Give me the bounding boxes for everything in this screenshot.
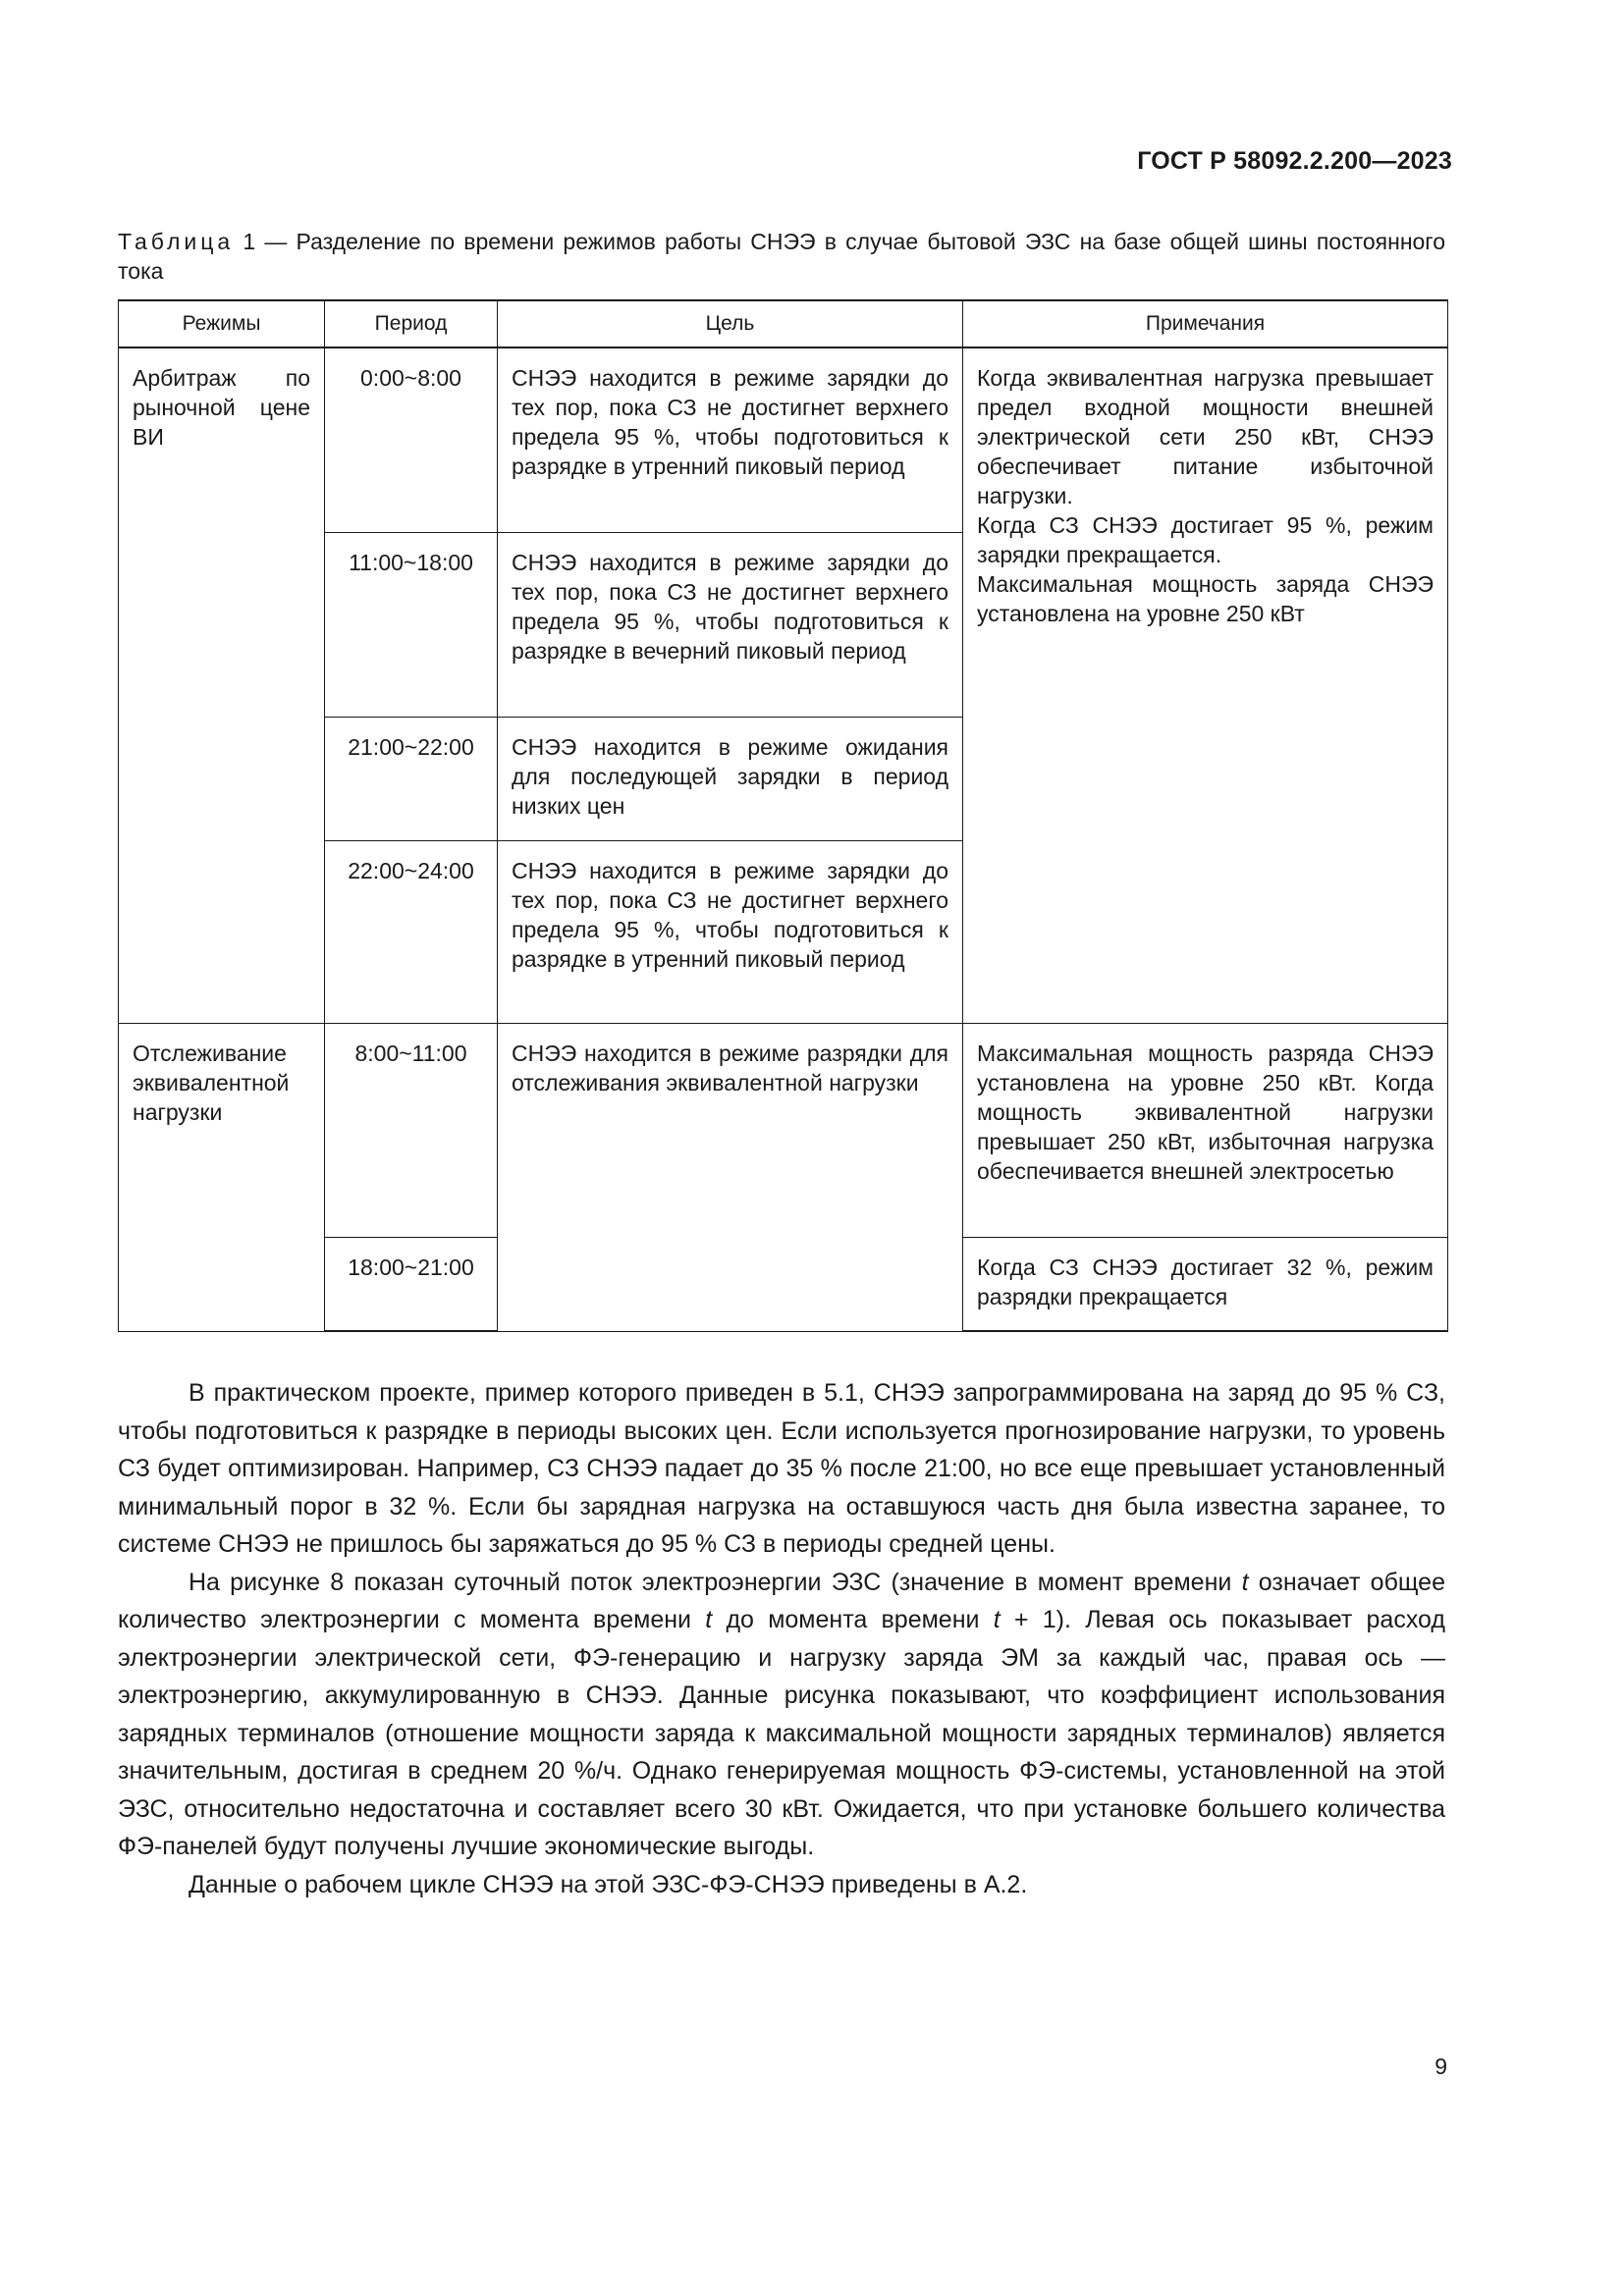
note-arbitrage-line1: Когда эквивалентная нагрузка превышает предел входной мощности внешней электрической сети 250 кВт, СНЭЭ обеспечивает питание избыточной нагрузки.	[977, 365, 1434, 508]
period-cell: 0:00~8:00	[325, 347, 498, 532]
note-cell: Когда СЗ СНЭЭ достигает 32 %, режим разрядки прекращается	[963, 1237, 1448, 1331]
mode-arbitrage: Арбитраж по рыночной цене ВИ	[119, 347, 325, 1023]
header-notes: Примечания	[963, 300, 1448, 347]
header-goal: Цель	[498, 300, 963, 347]
period-cell: 21:00~22:00	[325, 717, 498, 840]
period-cell: 8:00~11:00	[325, 1023, 498, 1237]
table-row	[119, 347, 1448, 532]
paragraph-1: В практическом проекте, пример которого приведен в 5.1, СНЭЭ запрограммирована на заряд до 95 % СЗ, чтобы подготовиться к разрядке в периоды высоких цен. Если используется прогнозирование нагрузки, то уровень СЗ будет оптимизирован. Например, СЗ СНЭЭ падает до 35 % после 21:00, но все еще превышает установленный минимальный порог в 32 %. Если бы зарядная нагрузка на оставшуюся часть дня была известна заранее, то системе СНЭЭ не пришлось бы заряжаться до 95 % СЗ в периоды средней цены.	[118, 1379, 1445, 1558]
paragraph-2: На рисунке 8 показан суточный поток электроэнергии ЭЗС (значение в момент времени t означает общее количество электроэнергии с момента времени t до момента времени t + 1). Левая ось показывает расход электроэнергии электрической сети, ФЭ-генерацию и нагрузку заряда ЭМ за каждый час, правая ось — электроэнергию, аккумулированную в СНЭЭ. Данные рисунка показывают, что коэффициент использования зарядных терминалов (отношение мощности заряда к максимальной мощности зарядных терминалов) является значительным, достигая в среднем 20 %/ч. Однако генерируемая мощность ФЭ-системы, установленной на этой ЭЗС, относительно недостаточна и составляет всего 30 кВт. Ожидается, что при установке большего количества ФЭ-панелей будут получены лучшие экономические выгоды.	[118, 1568, 1445, 1860]
note-arbitrage	[963, 347, 1448, 1023]
table-caption	[118, 227, 1445, 286]
note-cell: Максимальная мощность разряда СНЭЭ установлена на уровне 250 кВт. Когда мощность эквивалентной нагрузки превышает 250 кВт, избыточная нагрузка обеспечивается внешней электросетью	[963, 1023, 1448, 1237]
table-row	[119, 1023, 1448, 1237]
period-cell: 11:00~18:00	[325, 532, 498, 717]
table-caption-text: 1 — Разделение по времени режимов работы СНЭЭ в случае бытовой ЭЗС на базе общей шины постоянного тока	[118, 229, 1445, 284]
period-cell: 18:00~21:00	[325, 1237, 498, 1331]
modes-table	[118, 299, 1448, 1332]
table-header-row	[119, 300, 1448, 347]
goal-cell: СНЭЭ находится в режиме ожидания для последующей зарядки в период низких цен	[498, 717, 963, 840]
goal-cell: СНЭЭ находится в режиме зарядки до тех пор, пока СЗ не достигнет верхнего предела 95 %, чтобы подготовиться к разрядке в вечерний пиковый период	[498, 532, 963, 717]
paragraph-3: Данные о рабочем цикле СНЭЭ на этой ЭЗС-ФЭ-СНЭЭ приведены в А.2.	[189, 1870, 1028, 1898]
mode-load-tracking: Отслеживание эквивалентной нагрузки	[119, 1023, 325, 1331]
note-arbitrage-line2: Когда СЗ СНЭЭ достигает 95 %, режим зарядки прекращается.	[977, 512, 1434, 567]
body-text	[118, 1374, 1445, 1903]
goal-cell: СНЭЭ находится в режиме зарядки до тех пор, пока СЗ не достигнет верхнего предела 95 %, чтобы подготовиться к разрядке в утренний пиковый период	[498, 840, 963, 1023]
period-cell: 22:00~24:00	[325, 840, 498, 1023]
header-modes: Режимы	[119, 300, 325, 347]
goal-cell: СНЭЭ находится в режиме зарядки до тех пор, пока СЗ не достигнет верхнего предела 95 %, чтобы подготовиться к разрядке в утренний пиковый период	[498, 347, 963, 532]
table-caption-label: Таблица	[118, 229, 235, 254]
note-arbitrage-line3: Максимальная мощность заряда СНЭЭ установлена на уровне 250 кВт	[977, 571, 1434, 626]
goal-load-tracking: СНЭЭ находится в режиме разрядки для отслеживания эквивалентной нагрузки	[498, 1023, 963, 1331]
page-number: 9	[1435, 2054, 1447, 2079]
header-period: Период	[325, 300, 498, 347]
document-id: ГОСТ Р 58092.2.200—2023	[1137, 147, 1452, 175]
